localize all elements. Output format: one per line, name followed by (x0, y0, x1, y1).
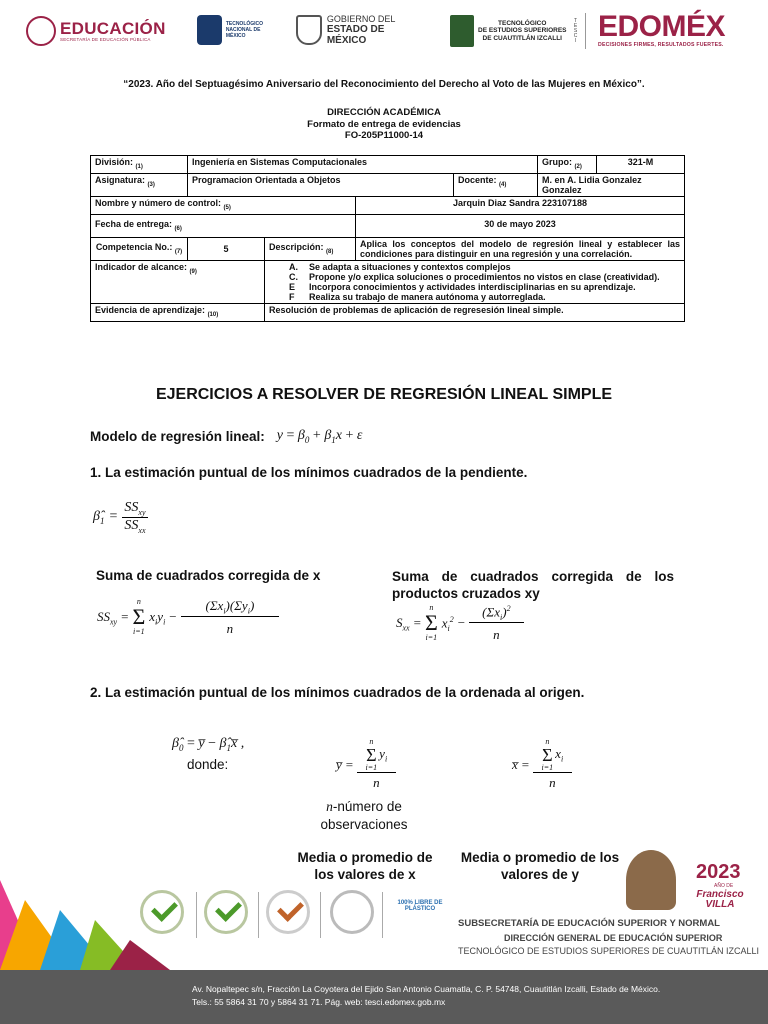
edomex-title: EDOMÉX (598, 10, 726, 43)
form-row-competencia (91, 238, 685, 261)
tecnm-line1: TECNOLÓGICO (225, 21, 264, 27)
direccion-general: DIRECCIÓN GENERAL DE EDUCACIÓN SUPERIOR (504, 933, 723, 943)
asignatura-label-cell (91, 173, 188, 196)
indicador-letter: C. (289, 272, 298, 283)
slogan: “2023. Año del Septuagésimo Aniversario del Reconocimiento del Derecho al Voto de las Mujeres en México”. (123, 79, 645, 90)
edomex-logo (598, 12, 748, 52)
indicador-label-cell (91, 261, 265, 304)
n-obs-text: -número de observaciones (320, 799, 408, 832)
modelo-equation: $y = \beta_0 + \beta_1x + \varepsilon$ (276, 428, 363, 445)
badge-divider (258, 892, 259, 938)
division-value: Ingeniería en Sistemas Computacionales (188, 156, 538, 174)
badge-divider (382, 892, 383, 938)
competencia-label-cell (91, 238, 188, 261)
tesci-line3: DE CUAUTITLÁN IZCALLI (482, 34, 562, 42)
competencia-value: 5 (188, 238, 265, 261)
suma-x-label: Suma de cuadrados corregida de x (96, 568, 321, 583)
educacion-title: EDUCACIÓN (60, 19, 166, 38)
fecha-value: 30 de mayo 2023 (356, 214, 685, 238)
indicador-item (289, 292, 680, 302)
evidencia-label-cell (91, 304, 265, 322)
exercises-title: EJERCICIOS A RESOLVER DE REGRESIÓN LINEAL SIMPLE (155, 386, 613, 403)
indicador-text: Realiza su trabajo de manera autónoma y autorreglada. (309, 292, 546, 303)
direccion-line1: DIRECCIÓN ACADÉMICA (327, 107, 441, 118)
form-row-nombre (91, 196, 685, 214)
beta0-formula: $\betâ_0$ = y̅ − $\betâ_1x̅$ , (172, 736, 245, 753)
division-label-cell (91, 156, 188, 174)
educacion-logo (26, 14, 176, 48)
header-divider (585, 13, 586, 49)
form-row-asignatura (91, 173, 685, 196)
tesci-vertical: T E S C I (573, 17, 578, 44)
indicador-letter: A. (289, 262, 298, 273)
certification-badge-1 (140, 890, 184, 934)
form-row-indicador (91, 261, 685, 304)
educacion-subtitle: SECRETARÍA DE EDUCACIÓN PÚBLICA (60, 37, 151, 42)
people-circle-icon (330, 890, 374, 934)
nombre-label-cell (91, 196, 356, 214)
docente-num: (4) (499, 181, 507, 188)
ssxy-formula: $SS_{xy}$ = n Σ i=1 $x_iy_i$ − $\frac{(\Sigma x_i)(\Sigma y_i)}{n}$ (97, 598, 279, 637)
evidence-form (90, 155, 684, 322)
indicador-item (289, 282, 680, 292)
tesci-footer: TECNOLÓGICO DE ESTUDIOS SUPERIORES DE CUAUTITLÁN IZCALLI (458, 946, 760, 956)
tecnm-logo (197, 13, 279, 47)
sxx-formula: $S_{xx}$ = n Σ i=1 $x_i^2$ − $\frac{(\Sigma x_i)^2}{n}$ (396, 604, 524, 643)
xbar-formula: x̅ = n Σ i=1 $x_i$ n (512, 738, 572, 791)
gobierno-logo (296, 13, 426, 47)
indicador-list (265, 261, 685, 304)
section-2-heading: 2. La estimación puntual de los mínimos cuadrados de la ordenada al origen. (90, 685, 585, 700)
n-symbol: n (326, 799, 333, 814)
footer-contact (192, 983, 660, 1009)
year-2023: 2023 (696, 861, 741, 883)
ano-de: AÑO DE (714, 883, 734, 889)
form-row-division (91, 156, 685, 174)
gob-line2: ESTADO DE MÉXICO (326, 24, 385, 46)
eagle-seal-icon (26, 16, 56, 46)
beta1-formula: $\betâ_1$ = $\frac{SS_{xy}}{SS_{xx}}$ (93, 500, 146, 535)
form-row-fecha (91, 214, 685, 238)
direccion-line2: Formato de entrega de evidencias (307, 118, 461, 130)
indicador-letter: E (289, 282, 296, 293)
asignatura-value: Programacion Orientada a Objetos (188, 173, 454, 196)
division-label: División: (95, 157, 134, 167)
edomex-subtitle: DECISIONES FIRMES, RESULTADOS FUERTES. (598, 42, 724, 48)
section-1-heading: 1. La estimación puntual de los mínimos cuadrados de la pendiente. (90, 465, 528, 480)
docente-value: M. en A. Lidia Gonzalez Gonzalez (538, 173, 685, 196)
descripcion-label-cell (265, 238, 356, 261)
subsecretaria: SUBSECRETARÍA DE EDUCACIÓN SUPERIOR Y NORMAL (458, 918, 720, 929)
descripcion-num: (8) (326, 248, 334, 255)
gear-icon (197, 15, 222, 45)
direccion-line3: FO-205P11000-14 (344, 130, 424, 141)
tesci-logo (450, 12, 580, 50)
tesci-line1: TECNOLÓGICO (498, 19, 547, 27)
nombre-value: Jarquin Diaz Sandra 223107188 (356, 196, 685, 214)
asignatura-label: Asignatura: (95, 174, 146, 185)
shield-icon (296, 15, 322, 45)
indicador-letter: F (289, 292, 295, 303)
fecha-label-cell (91, 214, 356, 238)
n-observaciones (312, 798, 416, 834)
grupo-label: Grupo: (542, 157, 572, 167)
asignatura-num: (3) (147, 181, 155, 188)
indicador-label: Indicador de alcance: (95, 262, 188, 273)
nombre-label: Nombre y número de control: (95, 197, 222, 208)
nombre-num: (5) (223, 204, 231, 211)
docente-label-cell (454, 173, 538, 196)
fecha-label: Fecha de entrega: (95, 218, 173, 229)
tecnm-line2: NACIONAL DE MÉXICO (225, 27, 261, 39)
badge-divider (320, 892, 321, 938)
footer-phones: Tels.: 55 5864 31 70 y 5864 31 71. Pág. web: tesci.edomex.gob.mx (192, 997, 446, 1007)
modelo-label: Modelo de regresión lineal: (90, 428, 265, 444)
modelo-row (90, 428, 362, 445)
suma-xy-label: Suma de cuadrados corregida de los productos cruzados xy (392, 569, 674, 601)
media-y-label: Media o promedio de los valores de y (460, 850, 620, 882)
indicador-item (289, 272, 680, 282)
evidencia-value: Resolución de problemas de aplicación de regresesión lineal simple. (265, 304, 685, 322)
ybar-formula: y̅ = n Σ i=1 $y_i$ n (336, 738, 396, 791)
evidencia-label: Evidencia de aprendizaje: (95, 305, 206, 316)
indicador-num: (9) (189, 269, 197, 276)
tesci-line2: DE ESTUDIOS SUPERIORES (478, 27, 567, 35)
division-num: (1) (135, 163, 143, 170)
grupo-label-cell (538, 156, 597, 174)
direccion-block (0, 107, 768, 142)
villa-portrait-icon (626, 850, 676, 910)
indicador-item (289, 262, 680, 272)
media-x-label: Media o promedio de los valores de x (297, 850, 433, 882)
indicador-text: Incorpora conocimientos y actividades interdisciplinarias en su aprendizaje. (309, 282, 636, 293)
competencia-num: (7) (174, 248, 183, 255)
descripcion-value: Aplica los conceptos del modelo de regresión lineal y establecer las condiciones para distinguir en una regresión y una correlación. (356, 238, 685, 261)
gob-line1: GOBIERNO DEL (326, 14, 396, 24)
form-row-evidencia (91, 304, 685, 322)
grupo-num: (2) (574, 163, 582, 170)
certification-badge-3 (266, 890, 310, 934)
indicador-text: Se adapta a situaciones y contextos complejos (309, 262, 511, 273)
grupo-value: 321-M (597, 156, 685, 174)
footer-address: Av. Nopaltepec s/n, Fracción La Coyotera del Ejido San Antonio Cuamatla, C. P. 54748, Cuautitlán Izcalli, Estado de México. (192, 984, 661, 994)
plastico-badge: 100% LIBRE DE PLÁSTICO (397, 900, 443, 912)
docente-label: Docente: (458, 174, 497, 185)
certification-badge-2 (204, 890, 248, 934)
evidencia-num: (10) (207, 312, 219, 319)
tesci-emblem-icon (450, 15, 474, 47)
indicador-text: Propone y/o explica soluciones o procedimientos no vistos en clase (creatividad). (309, 272, 660, 283)
competencia-label: Competencia No.: (95, 241, 173, 252)
francisco-villa: Francisco VILLA (696, 889, 744, 910)
badge-divider (196, 892, 197, 938)
descripcion-label: Descripción: (269, 241, 324, 252)
fecha-num: (6) (174, 225, 182, 232)
donde-label: donde: (187, 757, 229, 772)
